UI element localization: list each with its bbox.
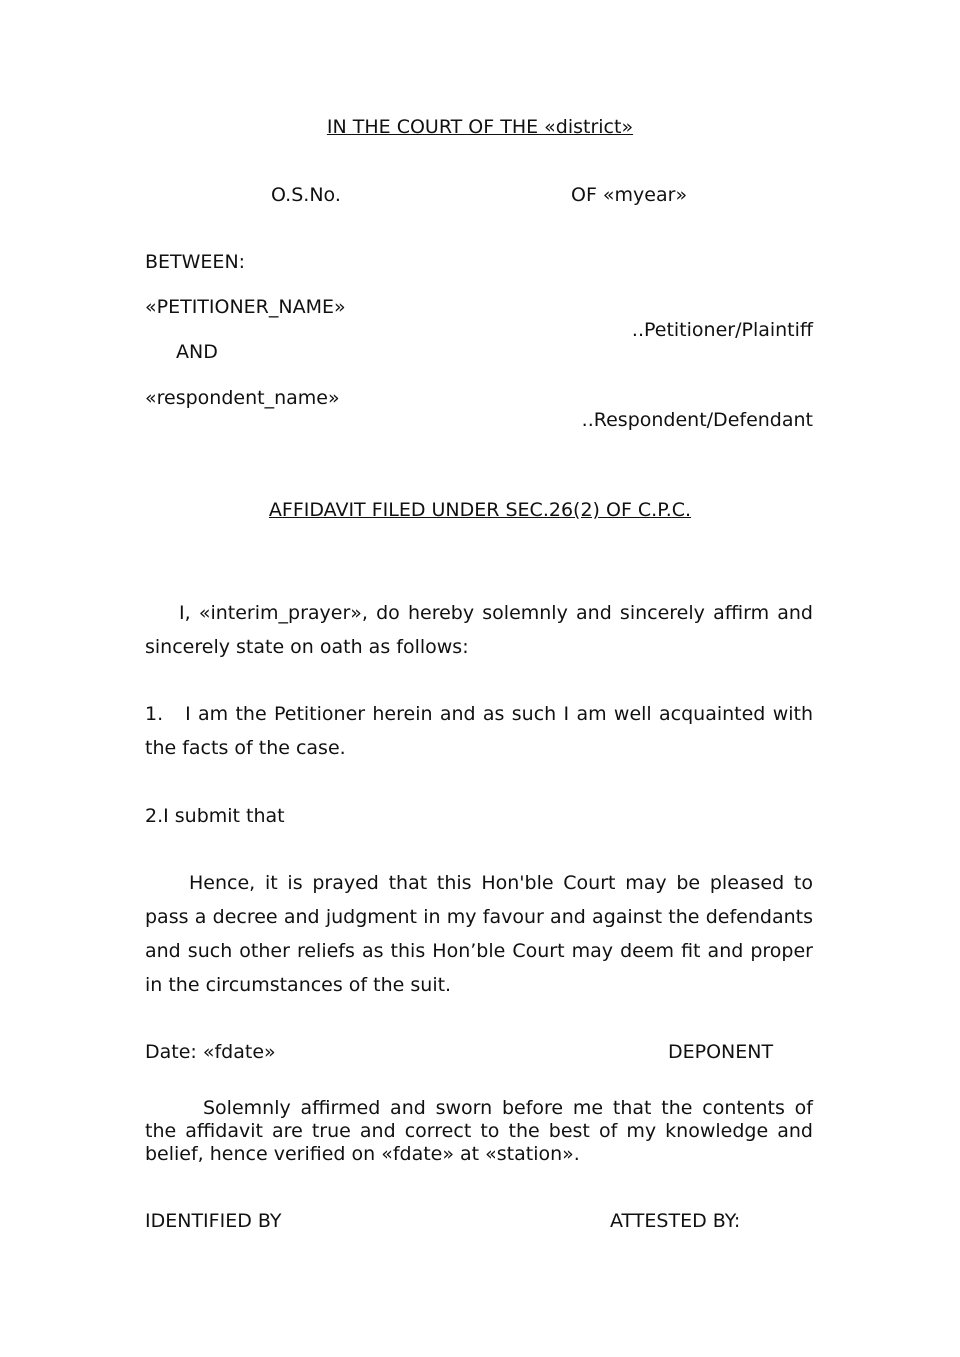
point-1: 1. I am the Petitioner herein and as such I am well acquainted with the facts of the case. — [145, 703, 820, 759]
case-year: OF «myear» — [571, 184, 688, 206]
petitioner-role: ..Petitioner/Plaintiff — [631, 319, 813, 341]
respondent-role: ..Respondent/Defendant — [581, 409, 813, 431]
court-title: IN THE COURT OF THE «district» — [326, 116, 634, 138]
respondent-name: «respondent_name» — [145, 387, 340, 409]
date-line: Date: «fdate» — [145, 1041, 276, 1063]
point-2: 2.I submit that — [145, 805, 285, 827]
deponent-label: DEPONENT — [668, 1041, 774, 1063]
os-number: O.S.No. — [271, 184, 341, 206]
identified-by-label: IDENTIFIED BY — [145, 1210, 282, 1232]
affidavit-title: AFFIDAVIT FILED UNDER SEC.26(2) OF C.P.C. — [268, 499, 692, 521]
petitioner-name: «PETITIONER_NAME» — [145, 296, 346, 318]
intro-paragraph: I, «interim_prayer», do hereby solemnly and sincerely affirm and sincerely state on oath as follows: — [145, 602, 813, 658]
prayer-paragraph: Hence, it is prayed that this Hon'ble Court may be pleased to pass a decree and judgment in my favour and against the defendants and such other reliefs as this Hon’ble Court may deem fit and proper in the circumstances of the suit. — [145, 872, 813, 996]
verification-paragraph: Solemnly affirmed and sworn before me that the contents of the affidavit are true and correct to the best of my knowledge and belief, hence verified on «fdate» at «station». — [145, 1097, 813, 1165]
between-label: BETWEEN: — [145, 251, 246, 273]
attested-by-label: ATTESTED BY: — [610, 1210, 741, 1232]
and-label: AND — [176, 341, 218, 363]
